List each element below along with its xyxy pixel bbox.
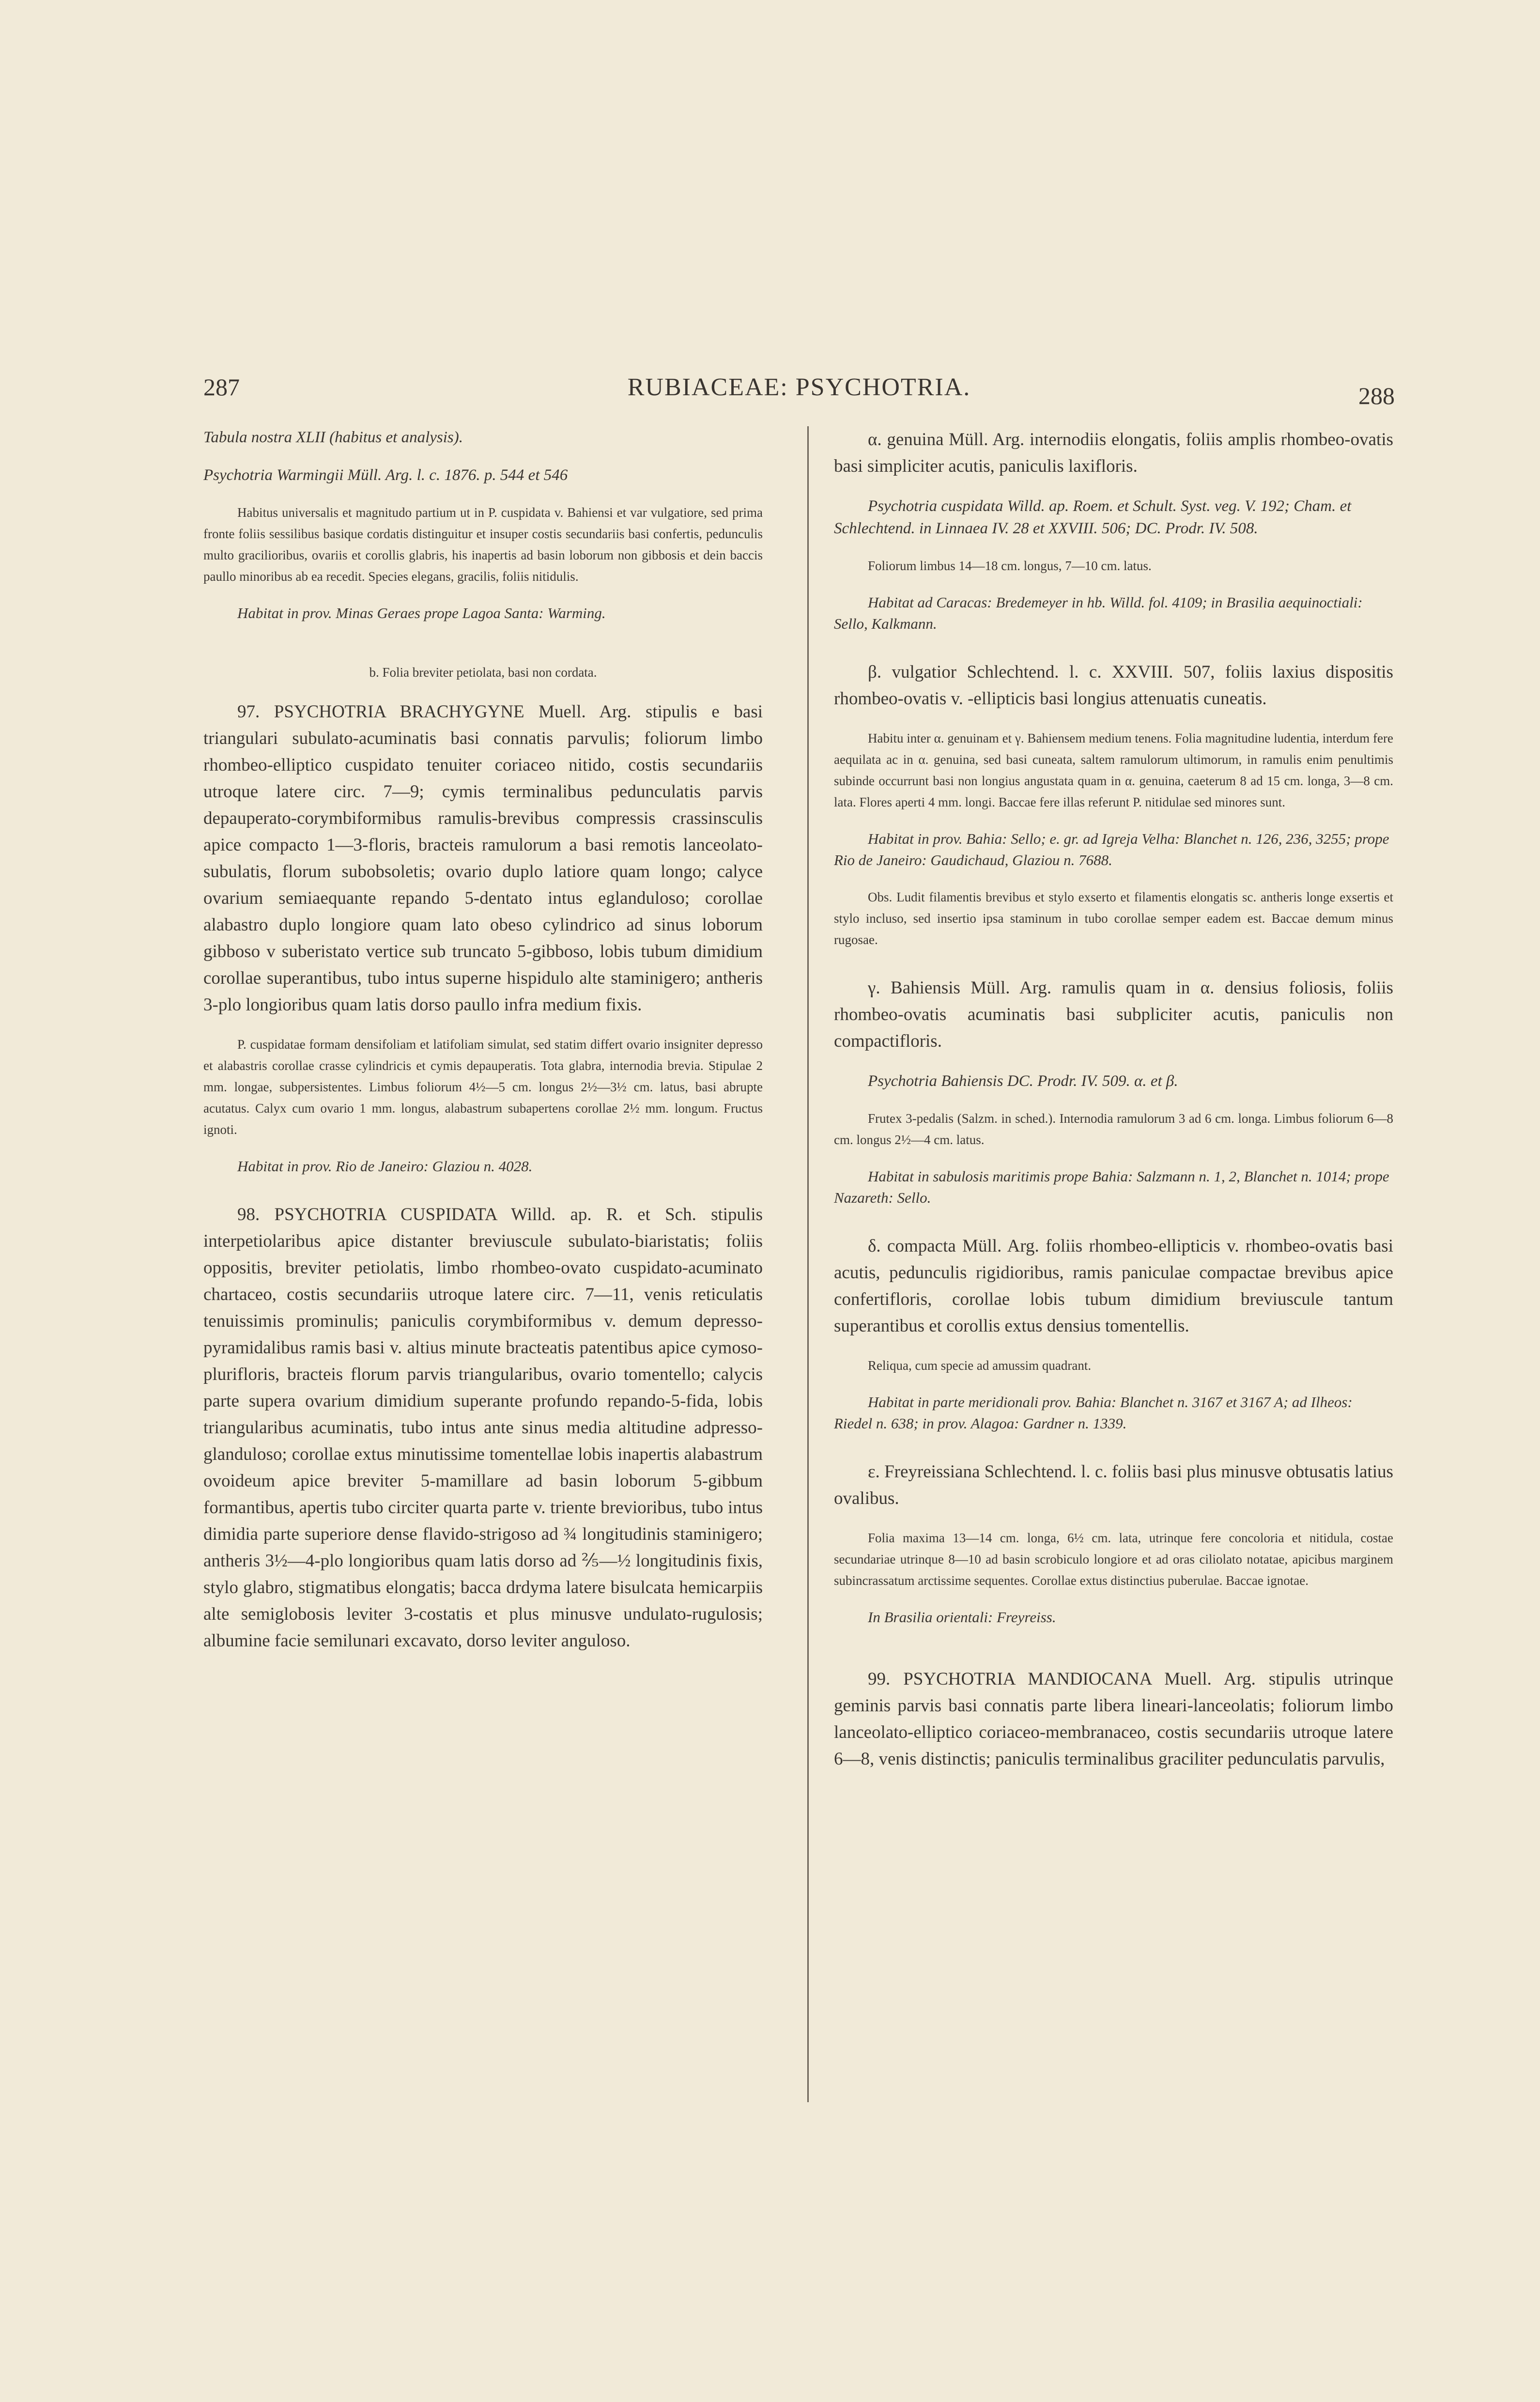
- key-heading: b. Folia breviter petiolata, basi non cordata.: [369, 665, 597, 680]
- species-remarks: P. cuspidatae formam densifoliam et latifoliam simulat, sed statim differt ovario insigniter depresso et alabastris corollae crasse cylindricis et cymis depauperatis. Tota glabra, internodia brevia. Stipulae 2 mm. longae, subpersistentes. Limbus foliorum 4½—5 cm. longus 2½—3½ cm. latus, basi abrupte acutatus. Calyx cum ovario 1 mm. longus, alabastrum subapertens corollae 2½ mm. longum. Fructus ignoti.: [203, 1037, 763, 1137]
- left-column: [203, 426, 763, 1654]
- variety-description: γ. Bahiensis Müll. Arg. ramulis quam in α. densius foliosis, foliis rhombeo-ovatis acuminatis basi subpliciter acutis, paniculis non compactifloris.: [834, 978, 1393, 1051]
- variety-remarks: Folia maxima 13—14 cm. longa, 6½ cm. lata, utrinque fere concoloria et nitidula, costae secundariae utrinque 8—10 ad basin scrobiculo longiore et ad oras ciliolato notatae, apicibus marginem subincrassatum arctissime sequentes. Corollae extus distinctius puberulae. Baccae ignotae.: [834, 1531, 1393, 1588]
- species-description: 97. PSYCHOTRIA BRACHYGYNE Muell. Arg. stipulis e basi triangulari subulato-acuminatis basi connatis parvulis; foliorum limbo rhombeo-elliptico cuspidato tenuiter coriaceo nitido, costis secundariis utroque latere circ. 7—9; cymis terminalibus pedunculatis parvis depauperato-corymbiformibus ramulis-brevibus compressis crassinsculis apice compacto 1—3-floris, bracteis ramulorum a basi remotis lanceolato-subulatis, florum subobsoletis; ovario duplo latiore quam longo; calyce ovarium semiaequante repando 5-dentato intus eglanduloso; corollae alabastro duplo longiore quam lato obeso cylindrico ad sinus loborum gibboso v suberistato vertice sub truncato 5-gibboso, lobis tubum dimidium corollae superantibus, tubo intus superne hispidulo alte staminigero; antheris 3-plo longioribus quam latis dorso paullo infra medium fixis.: [203, 702, 763, 1015]
- measurements-note: Foliorum limbus 14—18 cm. longus, 7—10 cm. latus.: [868, 558, 1152, 573]
- synonym-citation: Psychotria Warmingii Müll. Arg. l. c. 1876. p. 544 et 546: [203, 466, 568, 484]
- habitat-note: Habitat in sabulosis maritimis prope Bahia: Salzmann n. 1, 2, Blanchet n. 1014; prope Nazareth: Sello.: [834, 1168, 1389, 1206]
- page-number-left: 287: [203, 373, 240, 401]
- synonym-citation: Psychotria Bahiensis DC. Prodr. IV. 509. α. et β.: [868, 1072, 1178, 1090]
- observation-note: Obs. Ludit filamentis brevibus et stylo exserto et filamentis elongatis sc. antheris longe exsertis et stylo incluso, sed insertio ipsa staminum in tubo corollae semper eadem est. Baccae demum minus rugosae.: [834, 890, 1393, 947]
- variety-remarks: Habitu inter α. genuinam et γ. Bahiensem medium tenens. Folia magnitudine ludentia, interdum fere aequilata ac in α. genuina, sed basi cuneata, saltem ramulorum ultimorum, in ramulis enim penultimis subinde occurrunt basi non longius angustata quam in α. genuina, caeterum 8 ad 15 cm. longa, 3—8 cm. lata. Flores aperti 4 mm. longi. Baccae fere illas referunt P. nitidulae sed minores sunt.: [834, 731, 1393, 809]
- habitat-note: Habitat in prov. Minas Geraes prope Lagoa Santa: Warming.: [237, 604, 606, 621]
- variety-remarks: Reliqua, cum specie ad amussim quadrant.: [868, 1358, 1092, 1373]
- page-header: [203, 373, 1395, 407]
- habitat-note: Habitat in prov. Bahia: Sello; e. gr. ad Igreja Velha: Blanchet n. 126, 236, 3255; prope Rio de Janeiro: Gaudichaud, Glaziou n. 7688.: [834, 830, 1389, 868]
- synonym-citation: Psychotria cuspidata Willd. ap. Roem. et Schult. Syst. veg. V. 192; Cham. et Schlechtend. in Linnaea IV. 28 et XXVIII. 506; DC. Prodr. IV. 508.: [834, 497, 1352, 537]
- running-title: RUBIACEAE: PSYCHOTRIA.: [627, 373, 971, 401]
- right-column: [834, 426, 1393, 1772]
- habitat-note: Habitat in prov. Rio de Janeiro: Glaziou n. 4028.: [237, 1158, 533, 1175]
- variety-description: δ. compacta Müll. Arg. foliis rhombeo-ellipticis v. rhombeo-ovatis basi acutis, pedunculis rigidioribus, ramis paniculae compactae brevibus apice confertifloris, corollae lobis tubum dimidium breviuscule tantum superantibus et corollis extus densius tomentellis.: [834, 1236, 1393, 1336]
- plate-reference: Tabula nostra XLII (habitus et analysis).: [203, 429, 463, 446]
- habitat-note: In Brasilia orientali: Freyreiss.: [868, 1609, 1056, 1626]
- variety-description: β. vulgatior Schlechtend. l. c. XXVIII. 507, foliis laxius dispositis rhombeo-ovatis v. -ellipticis basi longius attenuatis cuneatis.: [834, 662, 1393, 709]
- species-description: 98. PSYCHOTRIA CUSPIDATA Willd. ap. R. et Sch. stipulis interpetiolaribus apice distanter breviuscule subulato-biaristatis; foliis oppositis, breviter petiolatis, limbo rhombeo-ovato cuspidato-acuminato chartaceo, costis secundariis utroque latere circ. 7—11, venis reticulatis tenuissimis prominulis; paniculis corymbiformibus v. demum depresso-pyramidalibus ramis basi v. altius minute bracteatis patentibus apice cymoso-plurifloris, bracteis florum parvis triangularibus, ovario tomentello; calycis parte supera ovarium dimidium superante profundo repando-5-fida, lobis triangularibus acuminatis, tubo intus ante sinus media altitudine adpresso-glanduloso; corollae extus minutissime tomentellae lobis inapertis alabastrum ovoideum apice breviter 5-mamillare ad basin loborum 5-gibbum formantibus, apertis tubo circiter quarta parte v. triente brevioribus, tubo intus dimidia parte superiore dense flavido-strigoso ad ¾ longitudinis staminigero; antheris 3½—4-plo longioribus quam latis dorso ad ⅖—½ longitudinis fixis, stylo glabro, stigmatibus elongatis; bacca drdyma latere bisulcata hemicarpiis alte semiglobosis leviter 3-costatis et plus minusve undulato-rugulosis; albumine facie semilunari excavato, dorso leviter anguloso.: [203, 1205, 763, 1651]
- species-description: 99. PSYCHOTRIA MANDIOCANA Muell. Arg. stipulis utrinque geminis parvis basi connatis parte libera lineari-lanceolatis; foliorum limbo lanceolato-elliptico coriaceo-membranaceo, costis secundariis utroque latere 6—8, venis distinctis; paniculis terminalibus graciliter pedunculatis parvulis,: [834, 1669, 1393, 1769]
- variety-description: ε. Freyreissiana Schlechtend. l. c. foliis basi plus minusve obtusatis latius ovalibus.: [834, 1462, 1393, 1508]
- measurements-note: Frutex 3-pedalis (Salzm. in sched.). Internodia ramulorum 3 ad 6 cm. longa. Limbus foliorum 6—8 cm. longus 2½—4 cm. latus.: [834, 1111, 1393, 1147]
- page-number-right: 288: [1358, 382, 1395, 409]
- habitat-note: Habitat in parte meridionali prov. Bahia: Blanchet n. 3167 et 3167 A; ad Ilheos: Riedel n. 638; in prov. Alagoa: Gardner n. 1339.: [834, 1394, 1353, 1432]
- column-divider: [807, 426, 809, 2102]
- variety-description: α. genuina Müll. Arg. internodiis elongatis, foliis amplis rhombeo-ovatis basi simpliciter acutis, paniculis laxifloris.: [834, 430, 1393, 476]
- habitat-note: Habitat ad Caracas: Bredemeyer in hb. Willd. fol. 4109; in Brasilia aequinoctiali: Sello, Kalkmann.: [834, 594, 1363, 632]
- species-remarks: Habitus universalis et magnitudo partium ut in P. cuspidata v. Bahiensi et var vulgatiore, sed prima fronte foliis sessilibus basique cordatis distinguitur et insuper costis secundariis basi confertis, pedunculis multo gracilioribus, ovariis et corollis glabris, his inapertis ad basin loborum non gibbosis et dein baccis paullo minoribus ab ea recedit. Species elegans, gracilis, foliis nitidulis.: [203, 505, 763, 584]
